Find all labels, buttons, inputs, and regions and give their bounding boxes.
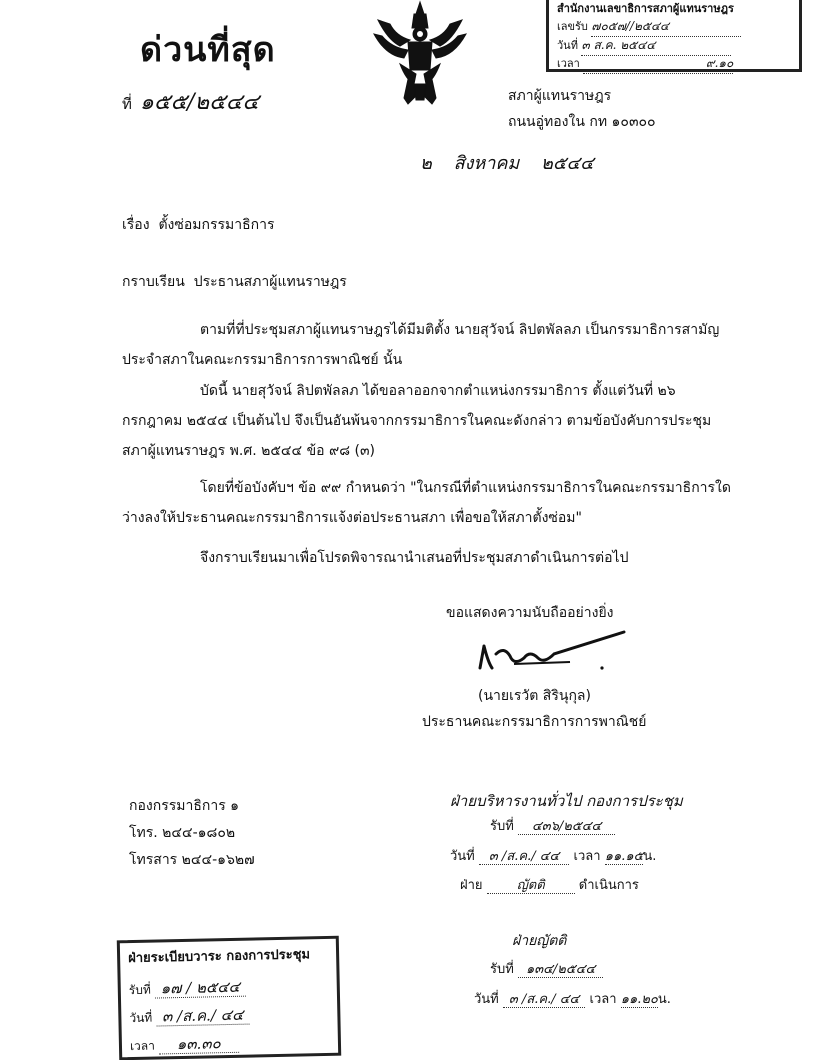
paragraph-2-line-1: บัดนี้ นายสุวัจน์ ลิปตพัลลภ ได้ขอลาออกจากตำแหน่งกรรมาธิการ ตั้งแต่วันที่ ๒๖ [200, 383, 676, 399]
received-stamp-number-value: ๗๐๕๗//๒๕๔๔ [591, 19, 670, 33]
salutation-label: กราบเรียน [122, 274, 185, 290]
organization-name: สภาผู้แทนราษฎร [508, 88, 612, 104]
motion-note-receive-label: รับที่ [490, 962, 514, 977]
motion-note-time-suffix: น. [657, 992, 671, 1007]
footer-telephone: โทร. ๒๔๔-๑๘๐๒ [129, 825, 236, 841]
paragraph-1-line-1: ตามที่ที่ประชุมสภาผู้แทนราษฎรได้มีมติตั้ง นายสุวัจน์ ลิปตพัลลภ เป็นกรรมาธิการสามัญ [200, 322, 720, 338]
admin-note-time-suffix: น. [643, 849, 657, 864]
received-stamp-time-value: ๙.๑๐ [705, 56, 734, 70]
admin-note-time-label: เวลา [573, 849, 601, 864]
admin-note-date-label: วันที่ [450, 849, 475, 864]
document-number-value: ๑๕๕/๒๕๔๔ [139, 90, 260, 115]
footer-department: กองกรรมาธิการ ๑ [129, 798, 240, 814]
motion-note-date-label: วันที่ [474, 992, 499, 1007]
agenda-stamp-receive-value: ๑๗ / ๒๕๔๔ [154, 978, 246, 999]
admin-note-action-label: ดำเนินการ [578, 878, 639, 893]
agenda-stamp-title: ฝ่ายระเบียบวาระ กองการประชุม [127, 947, 311, 967]
letter-date: ๒ สิงหาคม ๒๕๔๔ [420, 153, 594, 174]
document-number-label: ที่ [122, 95, 132, 113]
salutation-value: ประธานสภาผู้แทนราษฎร [193, 274, 347, 290]
motion-note-time-label: เวลา [589, 992, 617, 1007]
handwritten-signature-icon [474, 628, 634, 680]
received-stamp-title: สำนักงานเลขาธิการสภาผู้แทนราษฎร [557, 2, 734, 15]
received-stamp-time-label: เวลา [557, 57, 580, 70]
admin-note-assign [460, 874, 639, 895]
admin-note-receive [490, 815, 615, 836]
agenda-stamp-time-label: เวลา [129, 1038, 156, 1054]
received-stamp-number-label: เลขรับ [557, 20, 588, 33]
agenda-stamp-date-label: วันที่ [129, 1010, 153, 1026]
organization-address: ถนนอู่ทองใน กท ๑๐๓๐๐ [508, 114, 656, 130]
document-number [122, 84, 259, 119]
admin-note-assign-value: ญัตติ [487, 878, 575, 894]
admin-note-time-value: ๑๑.๑๕ [604, 849, 644, 864]
motion-note-date-value: ๓ /ส.ค./ ๔๔ [503, 992, 585, 1008]
paragraph-2-line-2: กรกฎาคม ๒๕๔๔ เป็นต้นไป จึงเป็นอันพ้นจากกรรมาธิการในคณะดังกล่าว ตามข้อบังคับการประชุม [122, 413, 712, 429]
received-stamp-top [546, 0, 802, 72]
motion-note-receive-value: ๑๓๔/๒๕๔๔ [518, 962, 603, 978]
paragraph-4-line-1: จึงกราบเรียนมาเพื่อโปรดพิจารณานำเสนอที่ประชุมสภาดำเนินการต่อไป [200, 550, 629, 566]
received-stamp-date-value: ๓ ส.ค. ๒๕๔๔ [581, 38, 656, 52]
agenda-stamp-date-value: ๓ /ส.ค./ ๔๔ [156, 1006, 250, 1027]
admin-note-assign-label: ฝ่าย [460, 878, 483, 893]
admin-note-date-value: ๓ /ส.ค./ ๔๔ [479, 849, 569, 865]
footer-fax: โทรสาร ๒๔๔-๑๖๒๗ [129, 852, 255, 868]
motion-note-date [474, 988, 671, 1009]
motion-note-time-value: ๑๑.๒๐ [620, 992, 658, 1007]
urgency-heading: ด่วนที่สุด [140, 30, 276, 70]
agenda-stamp-receive-label: รับที่ [128, 982, 151, 998]
subject-line [122, 216, 275, 234]
subject-label: เรื่อง [122, 217, 150, 233]
admin-note-receive-value: ๔๓๖/๒๕๔๔ [518, 819, 615, 835]
admin-note-title: ฝ่ายบริหารงานทั่วไป กองการประชุม [450, 792, 683, 810]
closing-regards: ขอแสดงความนับถืออย่างยิ่ง [446, 605, 614, 621]
signer-title: ประธานคณะกรรมาธิการการพาณิชย์ [422, 714, 647, 730]
garuda-emblem-icon [370, 0, 470, 110]
admin-note-receive-label: รับที่ [490, 819, 514, 834]
paragraph-3-line-2: ว่างลงให้ประธานคณะกรรมาธิการแจ้งต่อประธานสภา เพื่อขอให้สภาตั้งซ่อม" [122, 510, 582, 526]
paragraph-1-line-2: ประจำสภาในคณะกรรมาธิการการพาณิชย์ นั้น [122, 352, 403, 368]
motion-note-title: ฝ่ายญัตติ [512, 933, 567, 949]
subject-value: ตั้งซ่อมกรรมาธิการ [158, 217, 275, 233]
salutation-line [122, 273, 347, 291]
received-stamp-date-label: วันที่ [557, 39, 578, 52]
paragraph-3-line-1: โดยที่ข้อบังคับฯ ข้อ ๙๙ กำหนดว่า "ในกรณีที่ตำแหน่งกรรมาธิการในคณะกรรมาธิการใด [200, 480, 731, 496]
signer-name: (นายเรวัต สิรินุกุล) [478, 688, 591, 704]
admin-note-date [450, 845, 656, 866]
agenda-stamp [117, 936, 341, 1060]
motion-note-receive [490, 958, 603, 979]
agenda-stamp-time-value: ๑๓.๓๐ [159, 1034, 239, 1055]
paragraph-2-line-3: สภาผู้แทนราษฎร พ.ศ. ๒๕๔๔ ข้อ ๙๘ (๓) [122, 443, 375, 459]
